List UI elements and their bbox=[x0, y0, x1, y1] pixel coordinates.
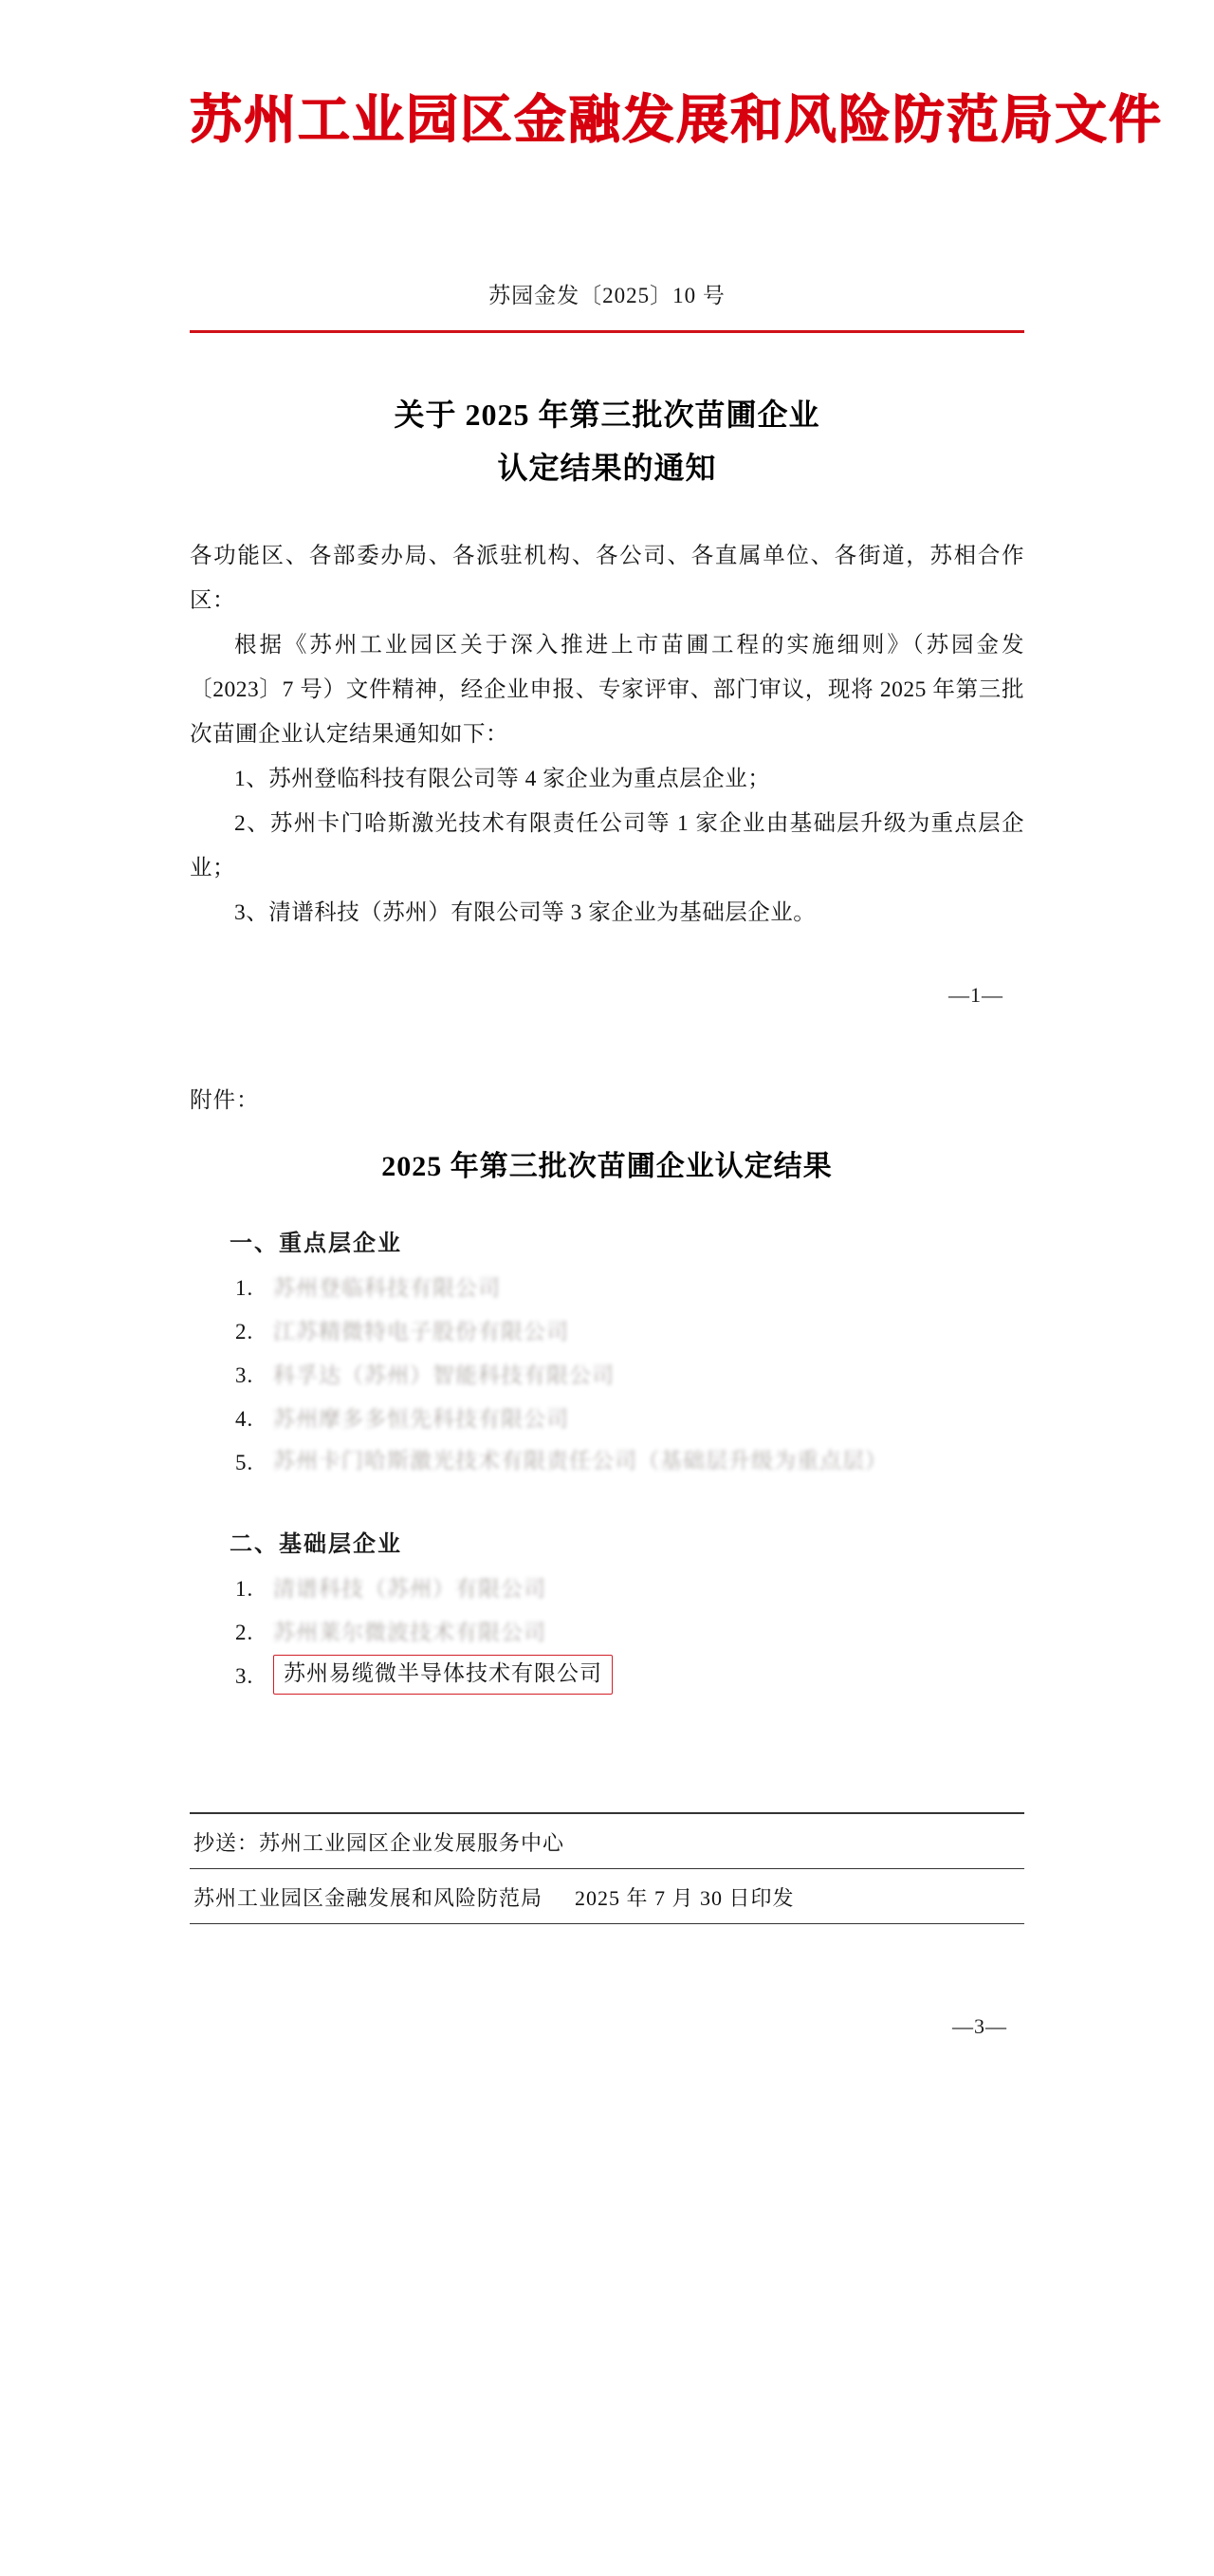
list-item-name: 江苏精微特电子股份有限公司 bbox=[273, 1320, 569, 1344]
page-marker-first: —1— bbox=[948, 983, 1003, 1008]
list-item-index: 3. bbox=[235, 1363, 254, 1388]
red-divider-rule bbox=[190, 330, 1024, 333]
list-item-index: 2. bbox=[235, 1621, 254, 1645]
list-item bbox=[235, 1354, 1024, 1398]
list-item-name: 苏州登临科技有限公司 bbox=[273, 1276, 501, 1301]
page-title-line-1: 关于 2025 年第三批次苗圃企业 bbox=[394, 398, 820, 433]
footer-issue-date: 2025 年 7 月 30 日印发 bbox=[575, 1886, 795, 1911]
addressee-paragraph: 各功能区、各部委办局、各派驻机构、各公司、各直属单位、各街道，苏相合作区： bbox=[190, 544, 1024, 614]
list-item-name: 苏州卡门哈斯激光技术有限责任公司（基础层升级为重点层） bbox=[273, 1449, 888, 1473]
body-item-2: 2、苏州卡门哈斯激光技术有限责任公司等 1 家企业由基础层升级为重点层企业； bbox=[190, 811, 1024, 881]
page-title bbox=[190, 388, 1024, 494]
list-item bbox=[235, 1611, 1024, 1655]
list-item-index: 1. bbox=[235, 1276, 254, 1301]
list-item bbox=[235, 1310, 1024, 1354]
attachment-title: 2025 年第三批次苗圃企业认定结果 bbox=[381, 1151, 833, 1183]
entry-list-base-tier bbox=[235, 1567, 1024, 1698]
footer-issuer: 苏州工业园区金融发展和风险防范局 bbox=[193, 1886, 543, 1911]
list-item-name: 科孚达（苏州）智能科技有限公司 bbox=[273, 1363, 615, 1388]
section-heading-base-tier: 二、基础层企业 bbox=[230, 1532, 402, 1558]
masthead bbox=[190, 0, 1164, 150]
document-content bbox=[190, 0, 1164, 2039]
body-paragraph-1: 根据《苏州工业园区关于深入推进上市苗圃工程的实施细则》（苏园金发〔2023〕7 号）文件精神，经企业申报、专家评审、部门审议，现将 2025 年第三批次苗圃企业认定结果通知如下： bbox=[190, 633, 1024, 748]
entry-list-key-tier bbox=[235, 1267, 1024, 1485]
list-item-index: 2. bbox=[235, 1320, 254, 1344]
list-item bbox=[235, 1441, 1024, 1485]
footer-issuer-line bbox=[190, 1869, 1024, 1923]
page-marker-last: —3— bbox=[952, 2014, 1007, 2039]
section-heading-key-tier: 一、重点层企业 bbox=[230, 1232, 402, 1257]
list-item bbox=[235, 1267, 1024, 1310]
list-item-name: 苏州易缆微半导体技术有限公司 bbox=[273, 1655, 613, 1695]
list-item-index: 3. bbox=[235, 1664, 254, 1689]
list-item-name: 苏州莱尔微波技术有限公司 bbox=[273, 1621, 546, 1645]
footer-bottom-rule bbox=[190, 1923, 1024, 1924]
body-text bbox=[190, 534, 1024, 936]
list-item-index: 4. bbox=[235, 1407, 254, 1432]
footer-cc-line: 抄送：苏州工业园区企业发展服务中心 bbox=[193, 1830, 565, 1855]
page-title-line-2: 认定结果的通知 bbox=[497, 451, 717, 486]
list-item bbox=[235, 1567, 1024, 1611]
body-item-1: 1、苏州登临科技有限公司等 4 家企业为重点层企业； bbox=[234, 767, 771, 792]
attachment-label: 附件： bbox=[190, 1088, 260, 1114]
list-item-index: 1. bbox=[235, 1577, 254, 1602]
body-item-3: 3、清谱科技（苏州）有限公司等 3 家企业为基础层企业。 bbox=[234, 900, 817, 926]
list-item-name: 清谱科技（苏州）有限公司 bbox=[273, 1577, 546, 1602]
list-item-name: 苏州摩多多恒先科技有限公司 bbox=[273, 1407, 569, 1432]
document-number: 苏园金发〔2025〕10 号 bbox=[488, 284, 726, 308]
document-footer bbox=[190, 1812, 1024, 1924]
list-item-index: 5. bbox=[235, 1451, 254, 1475]
masthead-title: 苏州工业园区金融发展和风险防范局文件 bbox=[190, 91, 1164, 149]
list-item-highlighted bbox=[235, 1655, 1024, 1698]
list-item bbox=[235, 1398, 1024, 1441]
